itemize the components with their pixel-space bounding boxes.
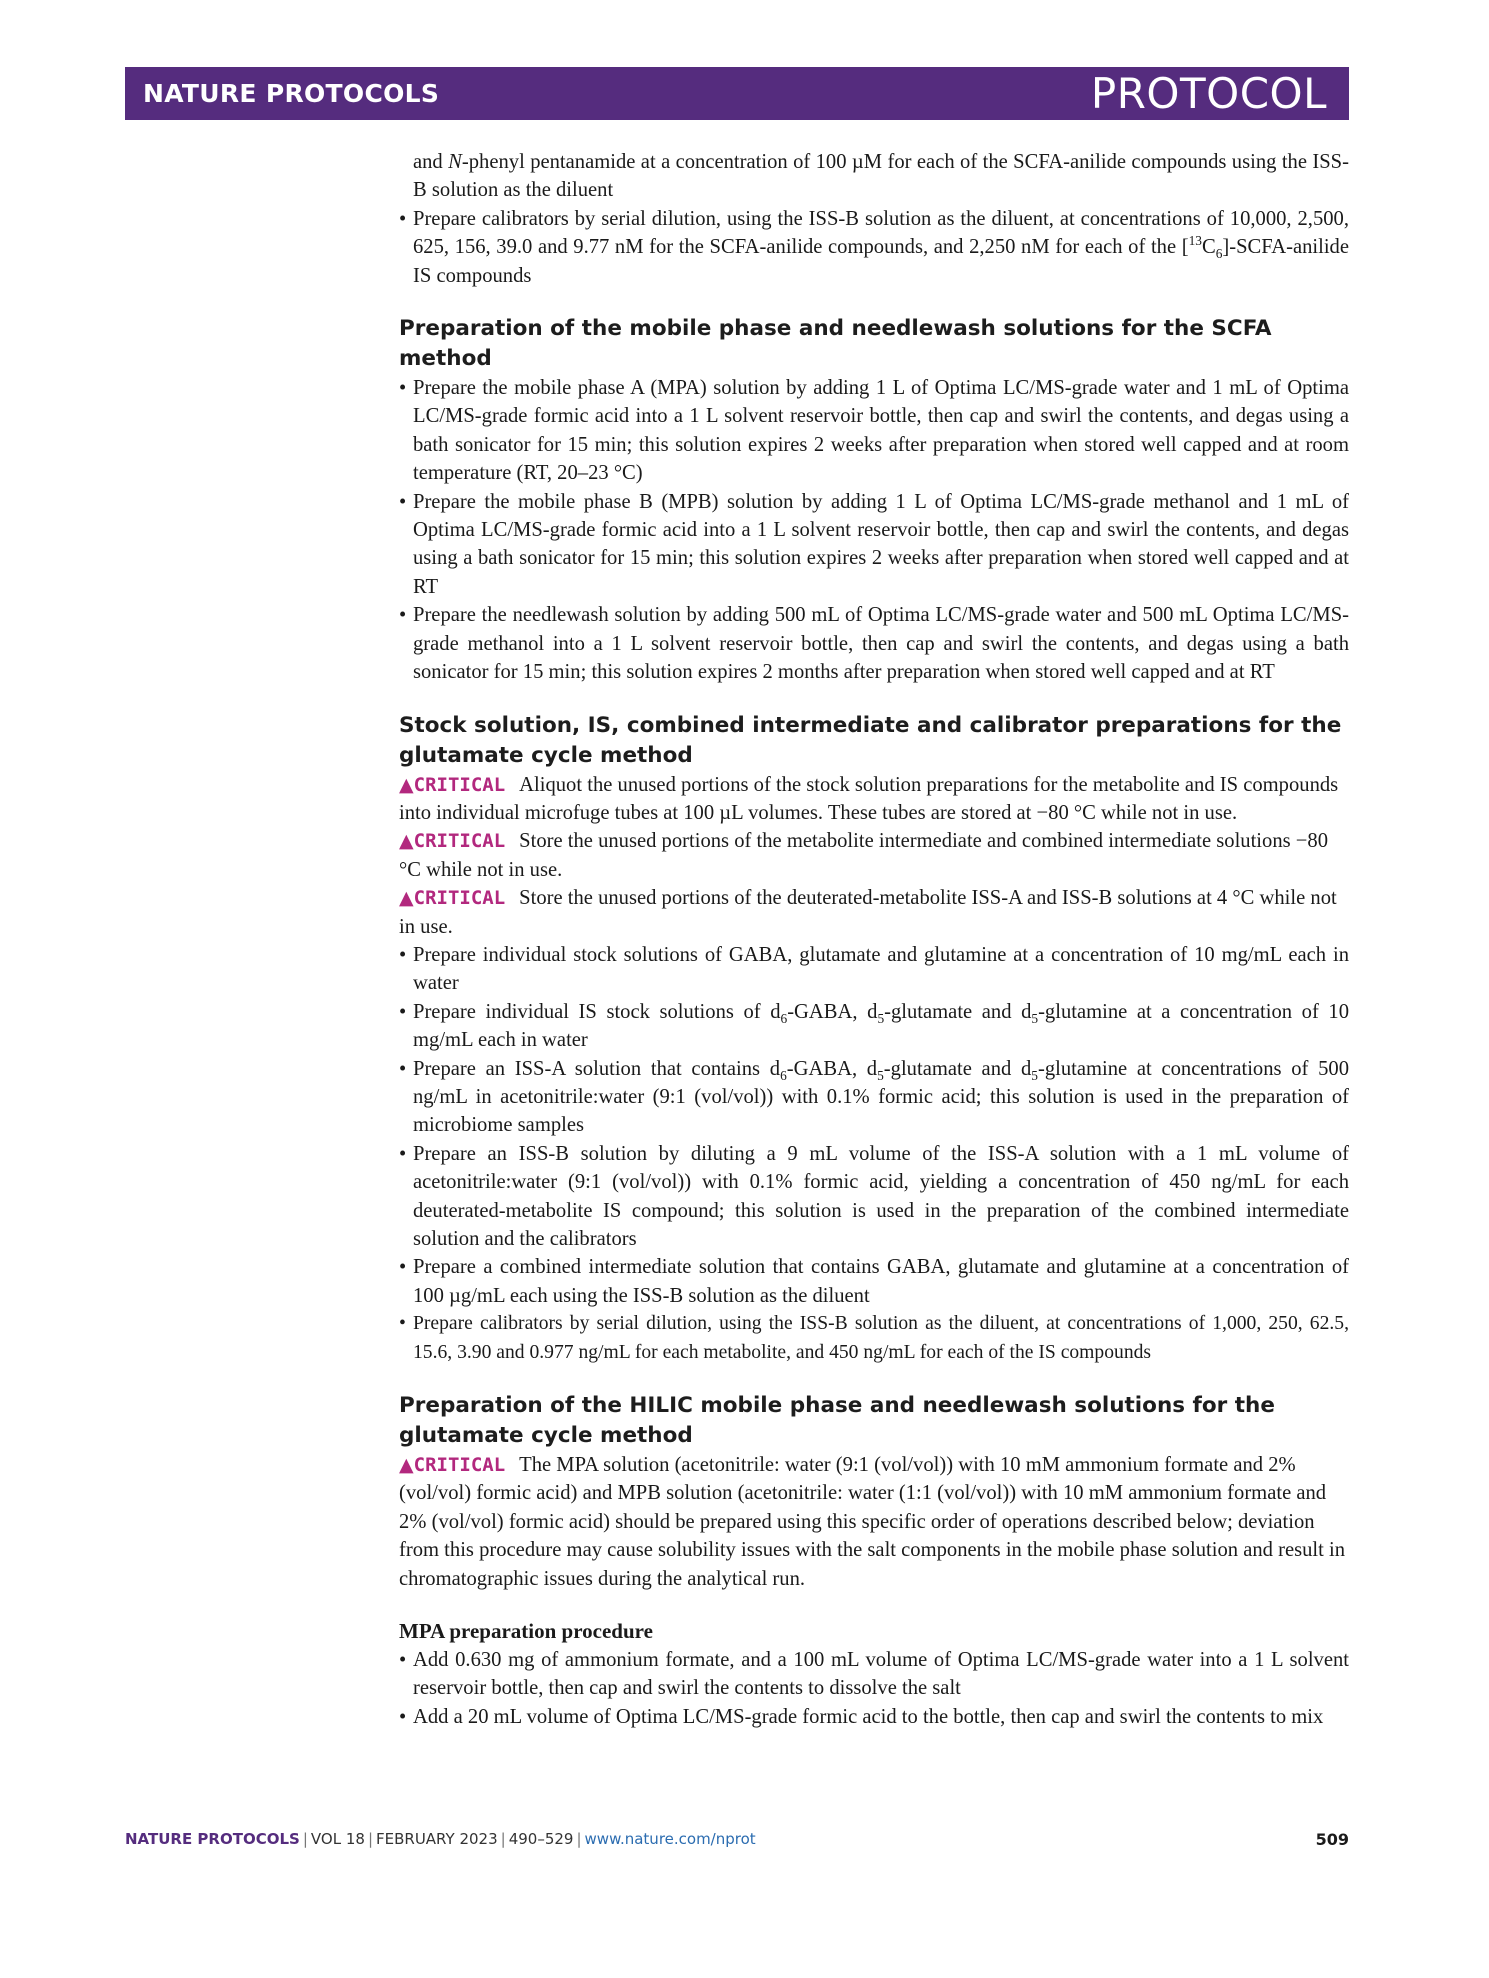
- section-heading: Stock solution, IS, combined intermediate and calibrator preparations for the glutamate cycle method: [399, 712, 1342, 768]
- article-type: PROTOCOL: [1090, 69, 1327, 118]
- list-item: • Prepare calibrators by serial dilution, using the ISS-B solution as the diluent, at concentrations of 10,000, 2,500, 625, 156, 39.0 and 9.77 nM for the SCFA-anilide compounds, and 2,250 nM for each of the $[^{13}C_6]-SCFA$-anilide IS compounds: [399, 205, 1349, 290]
- list-item: • Prepare a combined intermediate solution that contains GABA, glutamate and glutamine at a concentration of 100 µg/mL each using the ISS-B solution as the diluent: [399, 1253, 1349, 1310]
- list-item: • Prepare the needlewash solution by adding 500 mL of Optima LC/MS-grade water and 500 mL Optima LC/MS-grade methanol into a 1 L solvent reservoir bottle, then cap and swirl the contents, and degas using a bath sonicator for 15 min; this solution expires 2 months after preparation when stored well capped and at RT: [399, 601, 1349, 686]
- section-heading: Preparation of the HILIC mobile phase and needlewash solutions for the glutamate cycle method: [399, 1393, 1275, 1449]
- critical-note: ▲CRITICAL Store the unused portions of the deuterated-metabolite ISS-A and ISS-B solutions at 4 °C while not in use.: [399, 887, 1337, 938]
- critical-label: ▲CRITICAL: [399, 1454, 506, 1477]
- list-item: • Prepare individual IS stock solutions of $d_6$-GABA, $d_5$-glutamate and $d_5$-glutamine at a concentration of 10 mg/mL each in water: [399, 998, 1349, 1055]
- continued-bullet-text: and N-phenyl pentanamide at a concentration of 100 µM for each of the SCFA-anilide compounds using the ISS-B solution as the diluent: [413, 151, 1349, 202]
- list-item: • Prepare the mobile phase A (MPA) solution by adding 1 L of Optima LC/MS-grade water and 1 mL of Optima LC/MS-grade formic acid into a 1 L solvent reservoir bottle, then cap and swirl the contents, and degas using a bath sonicator for 15 min; this solution expires 2 weeks after preparation when stored well capped and at room temperature (RT, 20–23 °C): [399, 374, 1349, 488]
- critical-label: ▲CRITICAL: [399, 887, 506, 910]
- footer-pages: 490–529: [508, 1830, 574, 1848]
- list-item: • Prepare an ISS-A solution that contains $d_6$-GABA, $d_5$-glutamate and $d_5$-glutamine at concentrations of 500 ng/mL in acetonitrile:water (9:1 (vol/vol)) with 0.1% formic acid; this solution is used in the preparation of microbiome samples: [399, 1055, 1349, 1140]
- footer-volume: VOL 18: [310, 1830, 365, 1848]
- section-heading: Preparation of the mobile phase and needlewash solutions for the SCFA method: [399, 316, 1272, 372]
- page-header: [125, 67, 1349, 120]
- critical-note: ▲CRITICAL The MPA solution (acetonitrile: water (9:1 (vol/vol)) with 10 mM ammonium formate and 2% (vol/vol) formic acid) and MPB solution (acetonitrile: water (1:1 (vol/vol)) with 10 mM ammonium formate and 2% (vol/vol) formic acid) should be prepared using this specific order of operations described below; deviation from this procedure may cause solubility issues with the salt components in the mobile phase solution and result in chromatographic issues during the analytical run.: [399, 1454, 1346, 1590]
- subsection-heading: MPA preparation procedure: [399, 1619, 653, 1644]
- list-item: • Prepare individual stock solutions of GABA, glutamate and glutamine at a concentration of 10 mg/mL each in water: [399, 941, 1349, 998]
- footer-journal: NATURE PROTOCOLS: [125, 1830, 300, 1848]
- page-footer: NATURE PROTOCOLS | VOL 18 | FEBRUARY 2023 | 490–529 | www.nature.com/nprot 509: [125, 1830, 1349, 1849]
- journal-name: NATURE PROTOCOLS: [143, 79, 440, 108]
- warning-triangle-icon: ▲: [399, 1454, 414, 1477]
- critical-label: ▲CRITICAL: [399, 773, 506, 796]
- warning-triangle-icon: ▲: [399, 830, 414, 853]
- page-number: 509: [1315, 1830, 1349, 1849]
- critical-note: ▲CRITICAL Store the unused portions of the metabolite intermediate and combined intermediate solutions −80 °C while not in use.: [399, 830, 1328, 881]
- list-item: • Prepare the mobile phase B (MPB) solution by adding 1 L of Optima LC/MS-grade methanol and 1 mL of Optima LC/MS-grade formic acid into a 1 L solvent reservoir bottle, then cap and swirl the contents, and degas using a bath sonicator for 15 min; this solution expires 2 weeks after preparation when stored well capped and at RT: [399, 488, 1349, 602]
- list-item: • Add a 20 mL volume of Optima LC/MS-grade formic acid to the bottle, then cap and swirl the contents to mix: [399, 1703, 1349, 1731]
- list-item: • Add 0.630 mg of ammonium formate, and a 100 mL volume of Optima LC/MS-grade water into a 1 L solvent reservoir bottle, then cap and swirl the contents to dissolve the salt: [399, 1646, 1349, 1703]
- footer-date: FEBRUARY 2023: [376, 1830, 498, 1848]
- warning-triangle-icon: ▲: [399, 887, 414, 910]
- list-item: • Prepare an ISS-B solution by diluting a 9 mL volume of the ISS-A solution with a 1 mL volume of acetonitrile:water (9:1 (vol/vol)) with 0.1% formic acid, yielding a concentration of 450 ng/mL for each deuterated-metabolite IS compound; this solution is used in the preparation of the combined intermediate solution and the calibrators: [399, 1140, 1349, 1254]
- critical-label: ▲CRITICAL: [399, 830, 506, 853]
- critical-note: ▲CRITICAL Aliquot the unused portions of the stock solution preparations for the metabolite and IS compounds into individual microfuge tubes at 100 µL volumes. These tubes are stored at −80 °C while not in use.: [399, 773, 1339, 824]
- list-item: • Prepare calibrators by serial dilution, using the ISS-B solution as the diluent, at concentrations of 1,000, 250, 62.5, 15.6, 3.90 and 0.977 ng/mL for each metabolite, and 450 ng/mL for each of the IS compounds: [399, 1310, 1349, 1367]
- warning-triangle-icon: ▲: [399, 773, 414, 796]
- main-content: [399, 148, 1349, 1731]
- footer-url-link[interactable]: www.nature.com/nprot: [584, 1830, 756, 1848]
